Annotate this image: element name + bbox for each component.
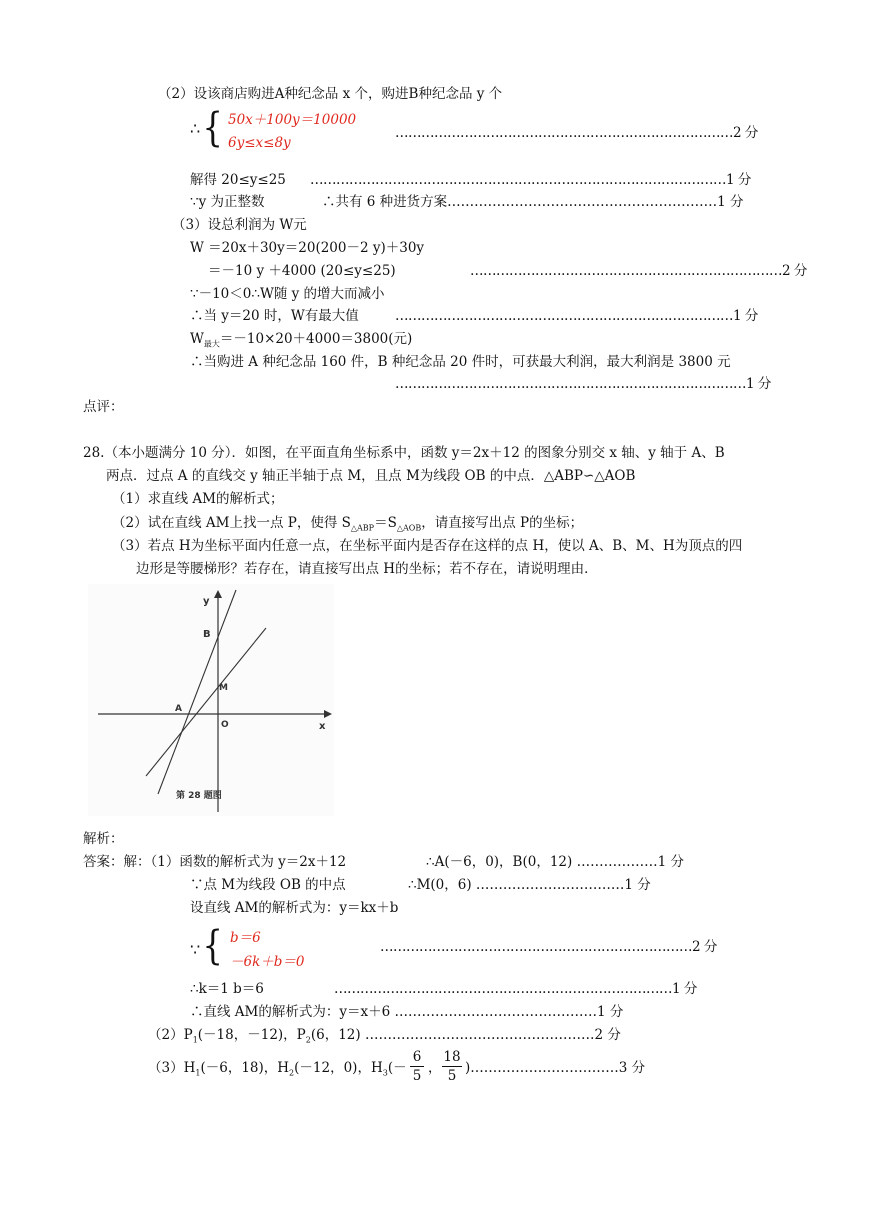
answer-line2-tail: ∴M(0，6) ……………………………1 分	[408, 877, 651, 893]
score-dots: ……………………………………………………………………1 分	[334, 981, 697, 997]
x-axis-label: x	[319, 721, 326, 732]
k-value-line: ∴k＝1 b＝6	[190, 981, 264, 997]
because-line: ∵y 为正整数	[190, 194, 265, 210]
score-dots: ………………………………………………………………………1 分	[395, 376, 771, 392]
review-label: 点评：	[83, 399, 124, 415]
profit-eq1: W ＝20x＋30y＝20(200－2 y)＋30y	[190, 240, 425, 256]
left-brace: {	[202, 923, 223, 969]
conclusion-line: ∴共有 6 种进货方案……………………………………………………1 分	[322, 194, 744, 210]
answer-h-line: $(3)H_1(-6$，18)，$H_2(-12$，0)，$H_3(-$	[148, 1060, 407, 1078]
solve-line: 解得 20≤y≤25	[190, 172, 286, 188]
answer-h-tail: )……………………………3 分	[465, 1060, 646, 1076]
answer-line2-head: ∵点 M为线段 OB 的中点	[190, 877, 346, 893]
answer-eq1: b＝6	[230, 930, 261, 946]
decrease-line: ∵－10＜0∴W随 y 的增大而减小	[190, 286, 385, 302]
system-eq1: 50x＋100y＝10000	[228, 112, 357, 128]
origin-label: O	[221, 720, 229, 730]
answer-eq2: －6k＋b＝0	[230, 954, 305, 970]
coordinate-figure	[88, 584, 334, 816]
analysis-label: 解析：	[83, 831, 124, 847]
therefore-symbol: ∴	[190, 119, 201, 138]
final-answer-line: ∴当购进 A 种纪念品 160 件，B 种纪念品 20 件时，可获最大利润，最大利润是 3800 元	[190, 354, 731, 370]
left-brace: {	[202, 105, 223, 151]
fraction-18-5: 18 5	[443, 1049, 461, 1084]
q28-sub3-line2: 边形是等腰梯形？若存在，请直接写出点 H的坐标；若不存在，请说明理由．	[136, 561, 598, 577]
score-dots: ……………………………………………………………………1 分	[395, 308, 758, 324]
part2-intro: （2）设该商店购进A种纪念品 x 个，购进B种纪念品 y 个	[158, 86, 503, 102]
answer-line3: 设直线 AM的解析式为：y＝kx＋b	[190, 900, 399, 916]
answer-am-line: ∴直线 AM的解析式为：y＝x＋6 ………………………………………1 分	[190, 1004, 624, 1020]
answer-line1-tail: ∴A(－6，0)，B(0，12) ………………1 分	[426, 854, 684, 870]
system-eq2: 6y≤x≤8y	[228, 135, 291, 151]
part3-intro: （3）设总利润为 W元	[172, 217, 307, 233]
score-dots: ……………………………………………………………………………………1 分	[310, 172, 751, 188]
score-dots: ………………………………………………………………2 分	[380, 939, 717, 955]
fraction-comma: ，	[428, 1060, 442, 1076]
point-b-label: B	[203, 629, 211, 640]
wmax-line: $W_{最大}=-10\times 20+4000=3800$(元)	[190, 331, 413, 349]
answer-p-line: $(2)P_1(-18$，－12)，$P_2(6$，12) ……………………………………………2 分	[148, 1027, 621, 1045]
because-symbol: ∵	[190, 940, 201, 959]
y-axis-label: y	[203, 596, 210, 607]
score-dots: ……………………………………………………………………2 分	[395, 125, 758, 141]
point-m-label: M	[219, 683, 228, 693]
answer-line1-head: 答案：解：（1）函数的解析式为 y＝2x＋12	[83, 854, 347, 870]
max-when-line: ∴当 y＝20 时，W有最大值	[190, 308, 359, 324]
q28-sub2: （2）试在直线 AM上找一点 P，使得 $S_{\triangle ABP}=S_{\triangle AOB}$，请直接写出点 P的坐标；	[112, 515, 584, 533]
q28-sub3-line1: （3）若点 H为坐标平面内任意一点，在坐标平面内是否存在这样的点 H，使以 A、B、M、H为顶点的四	[112, 538, 743, 554]
fraction-6-5: 6 5	[410, 1049, 424, 1084]
figure-caption: 第 28 题图	[176, 791, 222, 801]
q28-line2: 两点．过点 A 的直线交 y 轴正半轴于点 M，且点 M为线段 OB 的中点．△ABP∽△AOB	[106, 468, 636, 484]
q28-line1: 28.（本小题满分 10 分）．如图，在平面直角坐标系中，函数 y＝2x＋12 的图象分别交 x 轴、y 轴于 A、B	[83, 445, 725, 461]
score-dots: ………………………………………………………………2 分	[470, 263, 807, 279]
point-a-label: A	[175, 704, 182, 714]
profit-eq2: ＝－10 y ＋4000 (20≤y≤25)	[208, 263, 396, 279]
q28-sub1: （1）求直线 AM的解析式；	[112, 491, 284, 507]
